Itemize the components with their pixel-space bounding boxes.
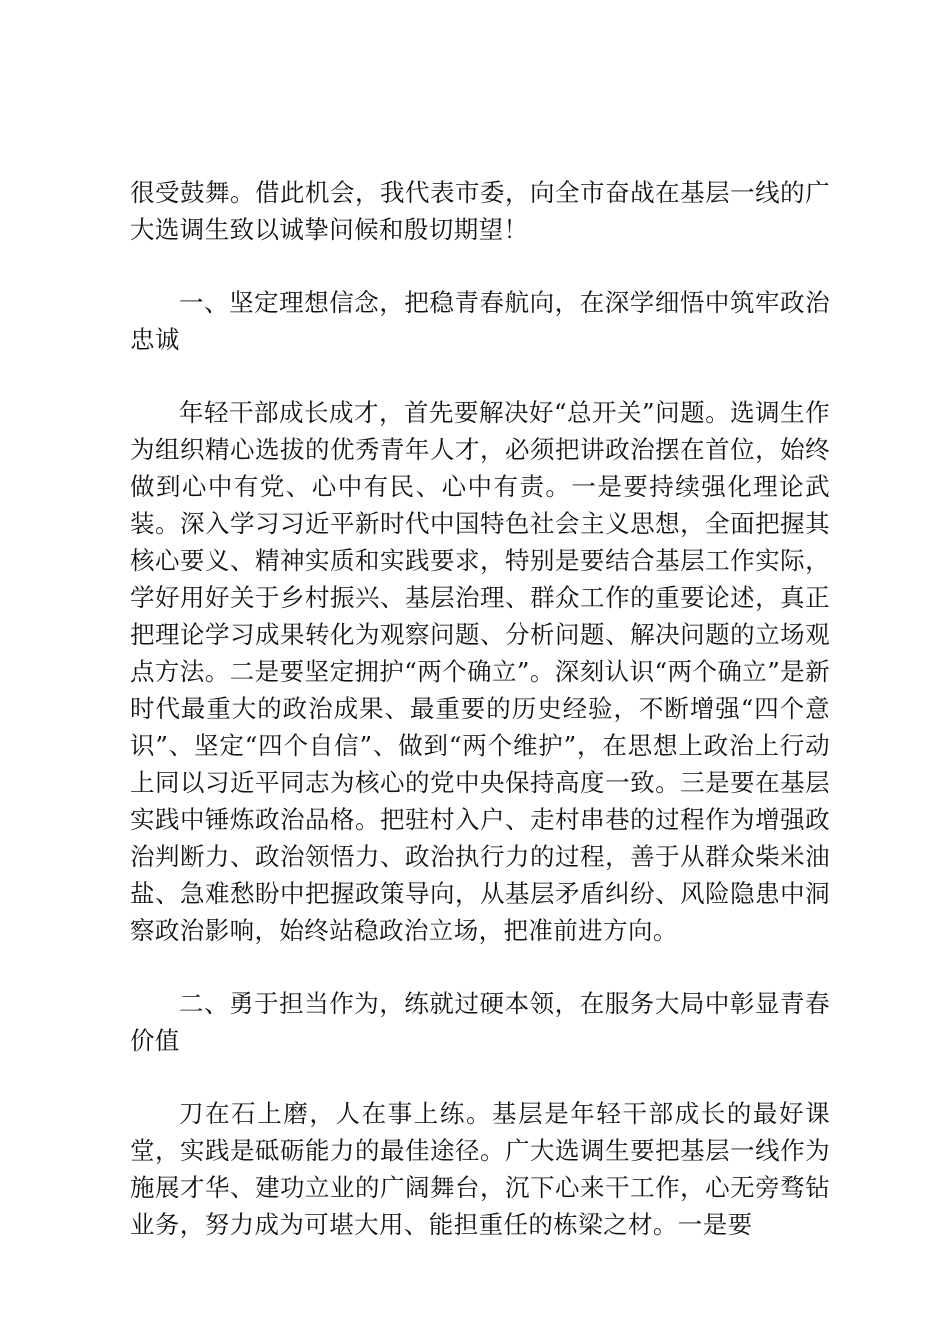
paragraph-section-1-body: 年轻干部成长成才，首先要解决好“总开关”问题。选调生作为组织精心选拔的优秀青年人才，必须把讲政治摆在首位，始终做到心中有党、心中有民、心中有责。一是要持续强化理论武装。深入学习习近平新时代中国特色社会主义思想，全面把握其核心要义、精神实质和实践要求，特别是要结合基层工作实际，学好用好关于乡村振兴、基层治理、群众工作的重要论述，真正把理论学习成果转化为观察问题、分析问题、解决问题的立场观点方法。二是要坚定拥护“两个确立”。深刻认识“两个确立”是新时代最重大的政治成果、最重要的历史经验，不断增强“四个意识”、坚定“四个自信”、做到“两个维护”，在思想上政治上行动上同以习近平同志为核心的党中央保持高度一致。三是要在基层实践中锤炼政治品格。把驻村入户、走村串巷的过程作为增强政治判断力、政治领悟力、政治执行力的过程，善于从群众柴米油盐、急难愁盼中把握政策导向，从基层矛盾纠纷、风险隐患中洞察政治影响，始终站稳政治立场，把准前进方向。	[130, 398, 830, 945]
paragraph-section-2-body: 刀在石上磨，人在事上练。基层是年轻干部成长的最好课堂，实践是砥砺能力的最佳途径。广大选调生要把基层一线作为施展才华、建功立业的广阔舞台，沉下心来干工作，心无旁骛钻业务，努力成为可堪大用、能担重任的栋梁之材。一是要	[130, 1099, 830, 1239]
section-heading-2: 二、勇于担当作为，练就过硬本领，在服务大局中彰显青春价值	[130, 989, 830, 1055]
paragraph-continuation: 很受鼓舞。借此机会，我代表市委，向全市奋战在基层一线的广大选调生致以诚挚问候和殷切期望！	[130, 178, 830, 244]
section-heading-1: 一、坚定理想信念，把稳青春航向，在深学细悟中筑牢政治忠诚	[130, 288, 830, 354]
document-page	[130, 174, 830, 1243]
